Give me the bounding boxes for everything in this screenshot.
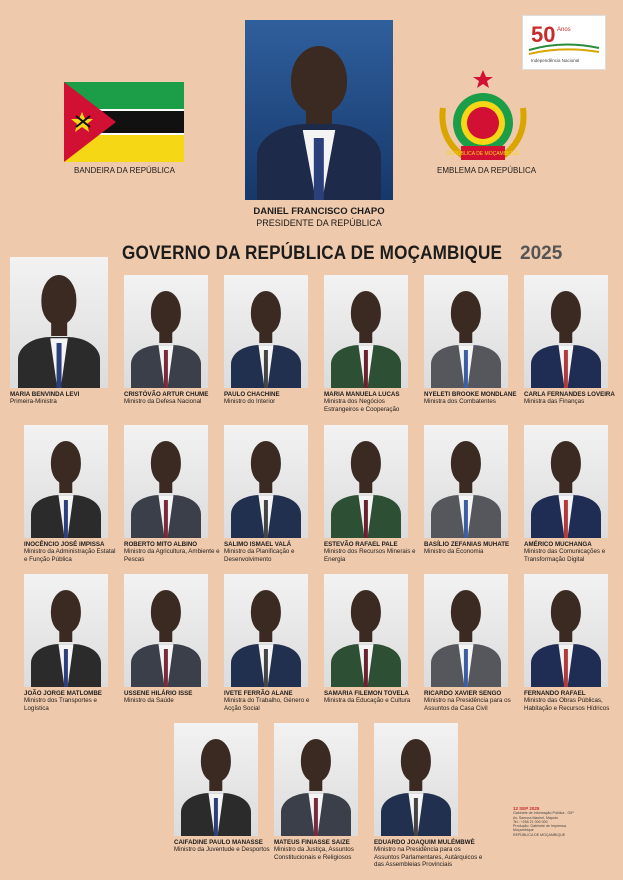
member-name: USSENE HILÁRIO ISSE [124, 690, 193, 697]
member-caption [524, 690, 620, 712]
member-photo [324, 425, 408, 538]
member-name: FERNANDO RAFAEL [524, 690, 586, 697]
portrait-neck [559, 329, 572, 343]
portrait-tie [314, 798, 318, 836]
footer-line: Gabinete de Informação Pública - GIP [513, 811, 574, 816]
portrait-neck [209, 777, 222, 791]
portrait-tie [464, 350, 468, 388]
national-emblem-icon [433, 68, 533, 168]
page-title: GOVERNO DA REPÚBLICA DE MOÇAMBIQUE [122, 243, 503, 264]
portrait-head [151, 441, 181, 484]
portrait-tie [464, 649, 468, 687]
member-name: BASÍLIO ZEFANIAS MUHATE [424, 541, 510, 548]
portrait-tie [414, 798, 418, 836]
portrait-tie [164, 350, 168, 388]
member-role: Ministra da Educação e Cultura [324, 697, 411, 705]
portrait-neck [559, 479, 572, 493]
member-caption [324, 541, 420, 563]
year-label: 2025 [520, 243, 563, 264]
member-photo [524, 425, 608, 538]
portrait-head [451, 441, 481, 484]
member-photo [374, 723, 458, 836]
member-role: Ministro da Economia [424, 548, 484, 556]
member-caption [224, 541, 320, 563]
member-name: SALIMO ISMAEL VALÁ [224, 541, 292, 548]
member-role: Ministra das Finanças [524, 398, 585, 406]
member-caption [224, 391, 320, 406]
member-name: EDUARDO JOAQUIM MULÉMBWÈ [374, 839, 475, 846]
portrait-neck [459, 479, 472, 493]
president-name: DANIEL FRANCISCO CHAPO [253, 206, 385, 217]
member-name: IVETE FERRÃO ALANE [224, 690, 293, 697]
member-photo [10, 257, 108, 388]
footer-date: 12 SEP 2025 [513, 806, 540, 811]
portrait-tie [264, 350, 268, 388]
portrait-tie [164, 500, 168, 538]
member-role: Ministro da Agricultura, Ambiente e Pescas [124, 548, 220, 563]
member-role: Ministro da Administração Estatal e Função Pública [24, 548, 116, 563]
president-role: PRESIDENTE DA REPÚBLICA [256, 218, 382, 228]
portrait-tie [64, 500, 68, 538]
member-caption [374, 839, 486, 868]
portrait-tie [364, 649, 368, 687]
portrait-head [551, 590, 581, 633]
footer-line: Moçambique [513, 828, 534, 833]
member-caption [524, 541, 620, 563]
member-name: CRISTÓVÃO ARTUR CHUME [124, 391, 209, 398]
portrait-head [351, 441, 381, 484]
portrait-neck [409, 777, 422, 791]
portrait-tie [364, 350, 368, 388]
member-photo [424, 275, 508, 388]
svg-text:Anos: Anos [557, 27, 571, 33]
portrait-neck [51, 320, 67, 336]
member-photo [124, 425, 208, 538]
member-role: Ministro na Presidência para os Assuntos Parlamentares, Autárquicos e das Assembleias Provinciais [374, 846, 483, 868]
50-anos-logo-graphic [523, 16, 605, 69]
member-caption [524, 391, 620, 406]
member-name: SAMARIA FILEMON TOVELA [324, 690, 409, 697]
member-photo [324, 574, 408, 687]
portrait-head [301, 739, 331, 782]
portrait-tie [57, 343, 62, 388]
member-name: INOCÊNCIO JOSÉ IMPISSA [24, 541, 105, 548]
member-photo [224, 275, 308, 388]
portrait-head [451, 291, 481, 334]
portrait-head [51, 441, 81, 484]
member-photo [224, 574, 308, 687]
member-photo [324, 275, 408, 388]
member-caption [424, 391, 520, 406]
member-role: Ministro na Presidência para os Assuntos da Casa Civil [424, 697, 511, 712]
member-photo [124, 574, 208, 687]
portrait-neck [359, 329, 372, 343]
portrait-tie [564, 350, 568, 388]
footer-fine-print [513, 807, 613, 837]
member-caption [174, 839, 270, 854]
portrait-neck [459, 329, 472, 343]
portrait-neck [159, 628, 172, 642]
portrait-tie [564, 649, 568, 687]
portrait-head [351, 590, 381, 633]
member-caption [124, 391, 220, 406]
member-name: RICARDO XAVIER SENGO [424, 690, 502, 697]
member-role: Ministro das Comunicações e Transformação Digital [524, 548, 606, 563]
portrait-neck [259, 329, 272, 343]
portrait-head [251, 441, 281, 484]
portrait-head [551, 441, 581, 484]
portrait-neck [159, 329, 172, 343]
member-caption [274, 839, 370, 861]
member-photo [274, 723, 358, 836]
member-photo [174, 723, 258, 836]
member-photo [424, 574, 508, 687]
member-name: PAULO CHACHINE [224, 391, 280, 398]
member-role: Ministra dos Negócios Estrangeiros e Cooperação [324, 398, 400, 413]
member-role: Ministro do Interior [224, 398, 276, 406]
member-caption [124, 541, 220, 563]
member-name: JOÃO JORGE MATLOMBE [24, 690, 102, 697]
50-anos-logo [522, 15, 606, 70]
member-caption [24, 690, 120, 712]
member-caption [10, 391, 115, 406]
member-photo [24, 425, 108, 538]
member-name: CARLA FERNANDES LOVEIRA [524, 391, 615, 398]
member-role: Ministro da Juventude e Desportos [174, 846, 270, 854]
portrait-tie [364, 500, 368, 538]
portrait-neck [259, 628, 272, 642]
svg-text:50: 50 [531, 22, 556, 47]
portrait-tie [264, 500, 268, 538]
portrait-tie [564, 500, 568, 538]
portrait-neck [59, 628, 72, 642]
portrait-neck [159, 479, 172, 493]
member-role: Ministro da Saúde [124, 697, 174, 705]
portrait-head [151, 590, 181, 633]
flag-label: BANDEIRA DA REPÚBLICA [74, 166, 175, 175]
footer-line: Produção: Gabinete de Imprensa [513, 824, 566, 829]
member-role: Ministro da Defesa Nacional [124, 398, 202, 406]
member-photo [524, 574, 608, 687]
emblem-label: EMBLEMA DA REPÚBLICA [437, 166, 537, 175]
member-photo [24, 574, 108, 687]
footer-line: Av. Samora Machel, Maputo [513, 815, 559, 820]
member-role: Primeira-Ministra [10, 398, 57, 406]
portrait-head [151, 291, 181, 334]
portrait-head [201, 739, 231, 782]
member-caption [224, 690, 320, 712]
portrait-tie [164, 649, 168, 687]
member-role: Ministro da Planificação e Desenvolvimento [224, 548, 295, 563]
portrait-head [251, 291, 281, 334]
member-role: Ministro dos Recursos Minerais e Energia [324, 548, 416, 563]
member-caption [24, 541, 120, 563]
member-caption [324, 391, 420, 413]
portrait-tie [214, 798, 218, 836]
portrait-head [351, 291, 381, 334]
portrait-neck [559, 628, 572, 642]
member-name: AMÉRICO MUCHANGA [524, 541, 592, 548]
portrait-head [51, 590, 81, 633]
portrait-head [251, 590, 281, 633]
portrait-head [401, 739, 431, 782]
member-photo [424, 425, 508, 538]
portrait-head [41, 275, 76, 325]
portrait-neck [259, 479, 272, 493]
member-name: ESTEVÃO RAFAEL PALE [324, 541, 398, 548]
member-photo [224, 425, 308, 538]
portrait-tie [464, 500, 468, 538]
portrait-neck [309, 777, 322, 791]
member-name: MATEUS FINIASSE SAIZE [274, 839, 350, 846]
member-name: MARIA BENVINDA LEVI [10, 391, 80, 398]
portrait-head [451, 590, 481, 633]
member-caption [424, 690, 520, 712]
portrait-head [551, 291, 581, 334]
member-name: ROBERTO MITO ALBINO [124, 541, 198, 548]
member-role: Ministra do Trabalho, Género e Acção Social [224, 697, 310, 712]
member-caption [324, 690, 420, 705]
member-role: Ministro da Justiça, Assuntos Constitucionais e Religiosos [274, 846, 354, 861]
member-photo [524, 275, 608, 388]
member-caption [424, 541, 520, 556]
member-photo [124, 275, 208, 388]
portrait-neck [459, 628, 472, 642]
member-name: NYELETI BROOKE MONDLANE [424, 391, 517, 398]
portrait-tie [64, 649, 68, 687]
svg-text:REPÚBLICA DE MOÇAMBIQUE: REPÚBLICA DE MOÇAMBIQUE [446, 151, 520, 157]
member-name: MARIA MANUELA LUCAS [324, 391, 400, 398]
portrait-tie [264, 649, 268, 687]
member-role: Ministro das Obras Públicas, Habitação e Recursos Hídricos [524, 697, 610, 712]
member-role: Ministra dos Combatentes [424, 398, 496, 406]
member-role: Ministro dos Transportes e Logística [24, 697, 97, 712]
svg-text:Independência Nacional: Independência Nacional [531, 58, 580, 63]
portrait-neck [59, 479, 72, 493]
footer-line: REPÚBLICA DE MOÇAMBIQUE [513, 832, 566, 837]
footer-line: Tel.: +258 21 000 000 [513, 819, 548, 824]
president-photo [245, 20, 393, 200]
portrait-neck [359, 628, 372, 642]
member-caption [124, 690, 220, 705]
member-name: CAIFADINE PAULO MANASSE [174, 839, 263, 846]
mozambique-flag-icon [64, 82, 184, 162]
portrait-neck [359, 479, 372, 493]
